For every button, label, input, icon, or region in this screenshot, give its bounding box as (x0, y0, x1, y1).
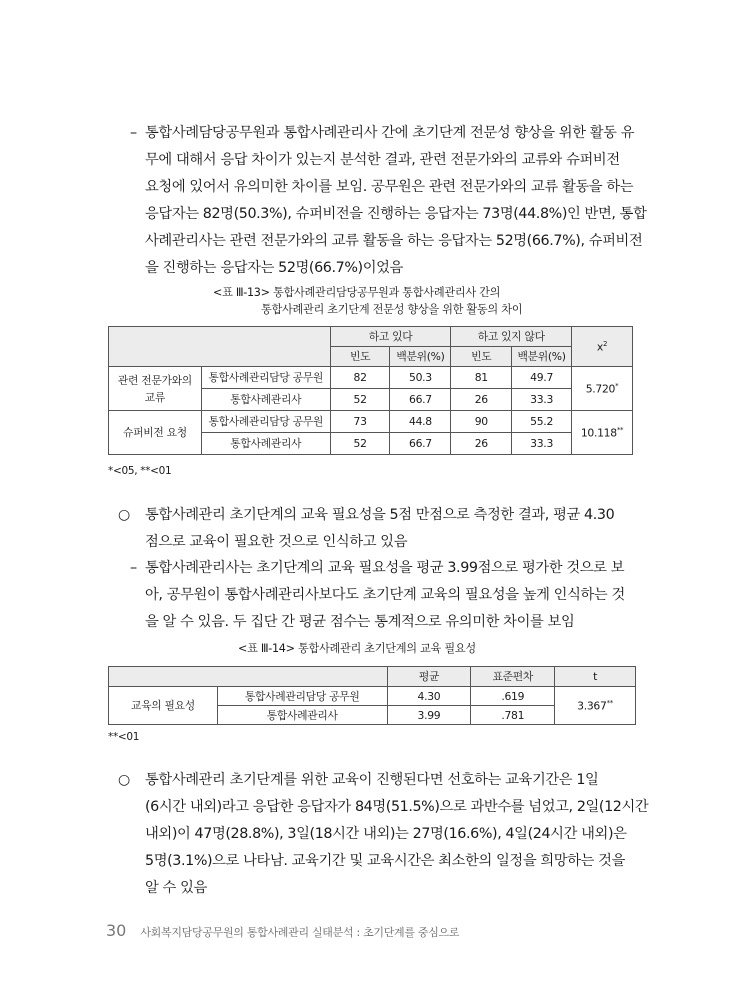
value-cell: 66.7 (390, 389, 451, 411)
group-cell: 통합사례관리담당 공무원 (217, 687, 387, 706)
value-cell: 82 (330, 367, 390, 389)
value-cell: 55.2 (512, 411, 572, 433)
text-line: (6시간 내외)라고 응답한 응답자가 84명(51.5%)으로 과반수를 넘었고, 2일(12시간 (145, 799, 649, 815)
value-cell: 81 (451, 367, 512, 389)
header-sd: 표준편차 (471, 667, 555, 687)
text-line: 응답자는 82명(50.3%), 슈퍼비전을 진행하는 응답자는 73명(44.8%)인 반면, 통합 (145, 206, 647, 222)
value-cell: 33.3 (512, 433, 572, 455)
value-cell: 44.8 (390, 411, 451, 433)
value-cell: .619 (471, 687, 555, 706)
table-row (109, 687, 636, 706)
value-cell: 50.3 (390, 367, 451, 389)
page-footer (106, 921, 459, 940)
table-14 (108, 666, 636, 725)
text-line: 아, 공무원이 통합사례관리사보다도 초기단계 교육의 필요성을 높게 인식하는 것 (145, 587, 625, 603)
value-cell: .781 (471, 706, 555, 725)
text-line: 점으로 교육이 필요한 것으로 인식하고 있음 (145, 534, 408, 550)
text-line: 통합사례관리사는 초기단계의 교육 필요성을 평균 3.99점으로 평가한 것으로 보 (145, 560, 625, 576)
circle-bullet: ○ (118, 507, 130, 523)
text-line: 요청에 있어서 유의미한 차이를 보임. 공무원은 관련 전문가와의 교류 활동을 하는 (145, 179, 634, 195)
group-cell: 통합사례관리사 (201, 389, 330, 411)
table-header-blank (109, 327, 331, 367)
chi-square-value: 5.720* (572, 367, 633, 411)
page-number: 30 (106, 921, 127, 940)
group-cell: 통합사례관리사 (201, 433, 330, 455)
text-line: 통합사례관리 초기단계의 교육 필요성을 5점 만점으로 측정한 결과, 평균 4.30 (145, 507, 615, 523)
category-cell: 교육의 필요성 (109, 687, 218, 725)
paragraph-group-comparison (130, 555, 640, 636)
text-line: 알 수 있음 (145, 880, 207, 896)
text-line: 내외)이 47명(28.8%), 3일(18시간 내외)는 27명(16.6%), 4일(24시간 내외)은 (145, 826, 627, 842)
category-cell: 관련 전문가와의 교류 (109, 367, 202, 411)
dash-bullet: – (130, 560, 137, 576)
table-row (109, 367, 633, 389)
value-cell: 4.30 (387, 687, 471, 706)
header-percent: 백분위(%) (512, 347, 572, 367)
table-13 (108, 326, 633, 455)
t-value: 3.367** (555, 687, 636, 725)
category-cell: 슈퍼비전 요청 (109, 411, 202, 455)
paragraph-education-need (118, 502, 638, 556)
value-cell: 52 (330, 389, 390, 411)
text-line: 무에 대해서 응답 차이가 있는지 분석한 결과, 관련 전문가와의 교류와 슈퍼비전 (145, 152, 620, 168)
paragraph-activity-analysis (130, 120, 647, 282)
group-cell: 통합사례관리담당 공무원 (201, 411, 330, 433)
header-percent: 백분위(%) (390, 347, 451, 367)
table-13-caption-line2: 통합사례관리 초기단계 전문성 향상을 위한 활동의 차이 (261, 303, 523, 316)
group-cell: 통합사례관리담당 공무원 (201, 367, 330, 389)
group-cell: 통합사례관리사 (217, 706, 387, 725)
header-chi-square: $x^2$ (572, 327, 633, 367)
text-line: 통합사례담당공무원과 통합사례관리사 간에 초기단계 전문성 향상을 위한 활동 유 (145, 125, 635, 141)
value-cell: 90 (451, 411, 512, 433)
text-line: 5명(3.1%)으로 나타남. 교육기간 및 교육시간은 최소한의 일정을 희망하는 것을 (145, 853, 625, 869)
chi-square-value: 10.118** (572, 411, 633, 455)
value-cell: 49.7 (512, 367, 572, 389)
header-mean: 평균 (387, 667, 471, 687)
table-13-note: *<05, **<01 (108, 465, 172, 477)
value-cell: 3.99 (387, 706, 471, 725)
value-cell: 52 (330, 433, 390, 455)
dash-bullet: – (130, 125, 137, 141)
paragraph-education-period (118, 767, 649, 902)
text-line: 사례관리사는 관련 전문가와의 교류 활동을 하는 응답자는 52명(66.7%), 슈퍼비전 (145, 233, 643, 249)
value-cell: 26 (451, 389, 512, 411)
circle-bullet: ○ (118, 772, 130, 788)
header-frequency: 빈도 (330, 347, 390, 367)
value-cell: 33.3 (512, 389, 572, 411)
table-13-caption-line1: <표 Ⅲ-13> 통합사례관리담당공무원과 통합사례관리사 간의 (213, 286, 501, 299)
header-frequency: 빈도 (451, 347, 512, 367)
text-line: 을 진행하는 응답자는 52명(66.7%)이었음 (145, 260, 403, 276)
table-header-blank (109, 667, 388, 687)
header-t: t (555, 667, 636, 687)
header-not-doing: 하고 있지 않다 (451, 327, 572, 347)
value-cell: 66.7 (390, 433, 451, 455)
text-line: 통합사례관리 초기단계를 위한 교육이 진행된다면 선호하는 교육기간은 1일 (145, 772, 599, 788)
value-cell: 26 (451, 433, 512, 455)
value-cell: 73 (330, 411, 390, 433)
header-doing: 하고 있다 (330, 327, 451, 347)
table-14-caption: <표 Ⅲ-14> 통합사례관리 초기단계의 교육 필요성 (238, 642, 476, 655)
table-row (109, 411, 633, 433)
footer-title: 사회복지담당공무원의 통합사례관리 실태분석 : 초기단계를 중심으로 (140, 926, 460, 939)
table-14-note: **<01 (108, 731, 140, 743)
text-line: 을 알 수 있음. 두 집단 간 평균 점수는 통계적으로 유의미한 차이를 보임 (145, 614, 575, 630)
